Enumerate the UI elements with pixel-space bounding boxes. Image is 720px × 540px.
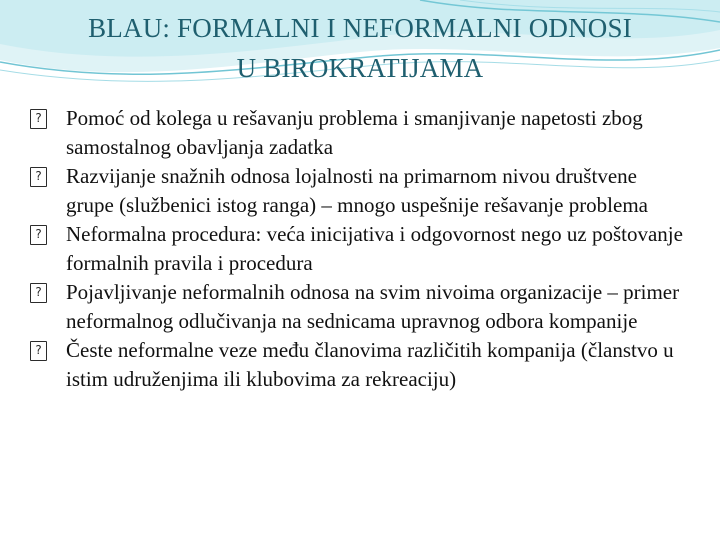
bullet-item-1 — [30, 104, 690, 162]
bullet-item-2 — [30, 162, 690, 220]
bullet-list — [30, 104, 690, 394]
bullet-item-5 — [30, 336, 690, 394]
slide-title-line-1: BLAU: FORMALNI I NEFORMALNI ODNOSI — [88, 13, 632, 43]
bullet-item-4 — [30, 278, 690, 336]
missing-glyph-icon — [30, 225, 47, 245]
bullet-text-4: Pojavljivanje neformalnih odnosa na svim nivoima organizacije – primer neformalnog odlučivanja na sednicama upravnog odbora kompanije — [66, 280, 680, 333]
bullet-text-5: Česte neformalne veze među članovima različitih kompanija (članstvo u istim udruženjima ili klubovima za rekreaciju) — [66, 338, 674, 391]
missing-glyph-icon — [30, 283, 47, 303]
slide-title — [20, 8, 700, 88]
missing-glyph-icon — [30, 341, 47, 361]
bullet-text-1: Pomoć od kolega u rešavanju problema i smanjivanje napetosti zbog samostalnog obavljanja zadatka — [66, 106, 643, 159]
missing-glyph-icon — [30, 167, 47, 187]
missing-glyph-icon — [30, 109, 47, 129]
bullet-text-3: Neformalna procedura: veća inicijativa i odgovornost nego uz poštovanje formalnih pravila i procedura — [66, 222, 683, 275]
bullet-text-2: Razvijanje snažnih odnosa lojalnosti na primarnom nivou društvene grupe (službenici istog ranga) – mnogo uspešnije rešavanje problema — [66, 164, 648, 217]
slide-title-line-2: U BIROKRATIJAMA — [236, 53, 484, 83]
bullet-item-3 — [30, 220, 690, 278]
